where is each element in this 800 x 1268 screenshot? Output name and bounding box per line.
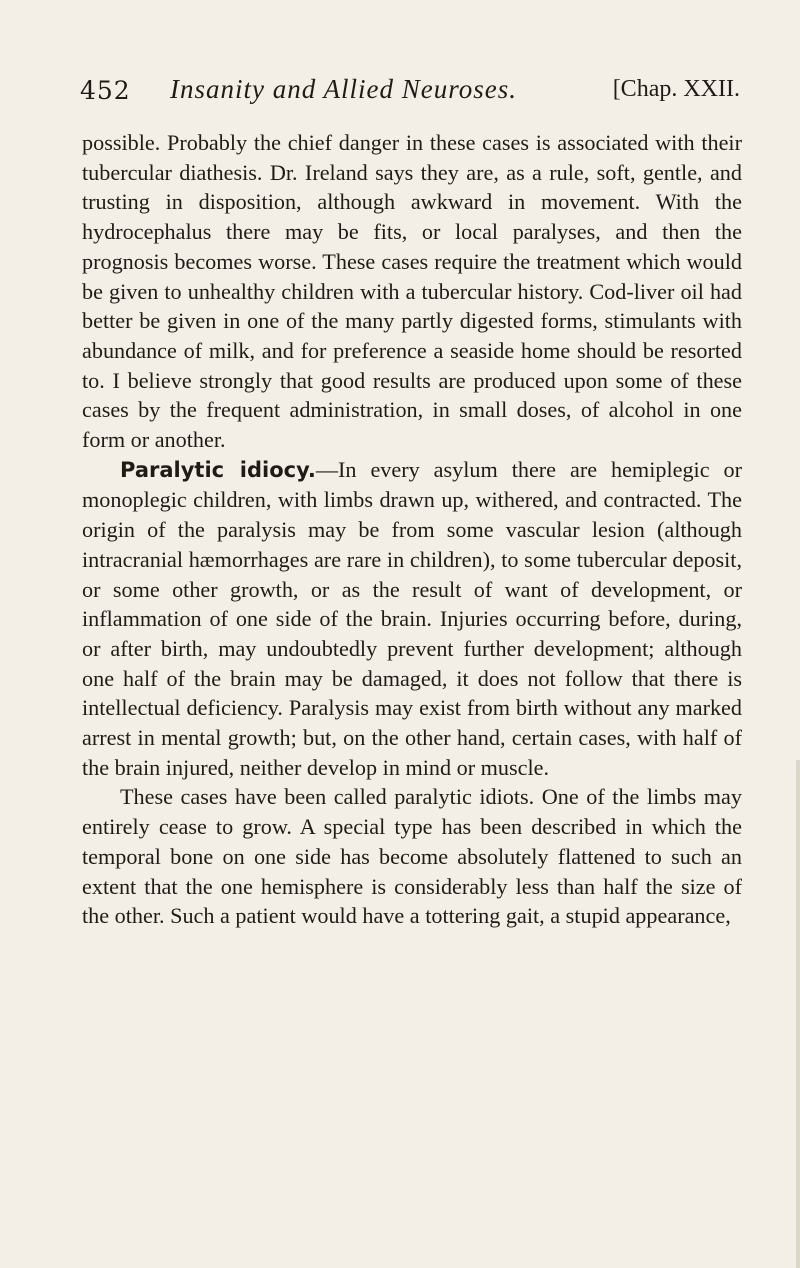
paragraph-paralytic-idiocy — [82, 455, 742, 783]
page-number: 452 — [80, 76, 131, 105]
paragraph-paralytic-idiots: These cases have been called paralytic idiots. One of the limbs may entirely cease to grow. A special type has been described in which the temporal bone on one side has become absolutely flattened to such an extent that the one hemisphere is considerably less than half the size of the other. Such a patient would have a tottering gait, a stupid appearance, — [82, 784, 742, 929]
chapter-label: [Chap. XXII. — [612, 76, 740, 102]
running-title: Insanity and Allied Neuroses. — [170, 74, 517, 104]
paragraph-continued: possible. Probably the chief danger in these cases is associated with their tubercular diathesis. Dr. Ireland says they are, as a rule, soft, gentle, and trusting in disposition, although awkward in movement. With the hydrocephalus there may be fits, or local paralyses, and then the prognosis becomes worse. These cases require the treatment which would be given to unhealthy children with a tubercular history. Cod-liver oil had better be given in one of the many partly digested forms, stimulants with abundance of milk, and for preference a seaside home should be resorted to. I believe strongly that good results are produced upon some of these cases by the frequent administration, in small doses, of alcohol in one form or another. — [82, 130, 742, 453]
paragraph-text: —In every asylum there are hemiplegic or monoplegic children, with limbs drawn up, withered, and contracted. The origin of the paralysis may be from some vascular lesion (although intracranial hæmorrhages are rare in children), to some tubercular deposit, or some other growth, or as the result of want of development, or inflammation of one side of the brain. Injuries occurring before, during, or after birth, may undoubtedly prevent further development; although one half of the brain may be damaged, it does not follow that there is intellectual deficiency. Paralysis may exist from birth without any marked arrest in mental growth; but, on the other hand, certain cases, with half of the brain injured, neither develop in mind or muscle. — [82, 456, 742, 780]
scan-edge-shadow — [796, 760, 800, 1268]
body-text — [82, 128, 742, 931]
page-header — [80, 72, 740, 112]
section-heading: Paralytic idiocy. — [120, 457, 316, 482]
